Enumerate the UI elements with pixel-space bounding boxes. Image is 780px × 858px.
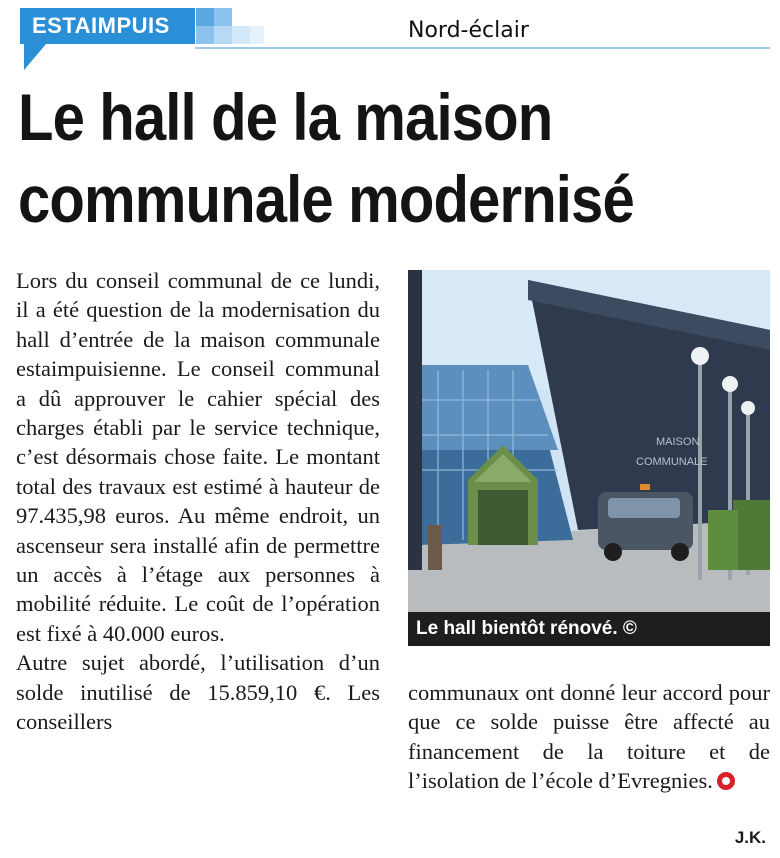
building-sign-line-2: COMMUNALE	[636, 456, 708, 468]
headline-line-2: communale modernisé	[18, 162, 634, 236]
article-paragraph-1: Lors du conseil communal de ce lundi, il a été question de la modernisation du hall d’entrée de la maison communale estaimpuisienne. Le conseil communal a dû approuver le cahier spécial des charges établi par le service technique, c’est désormais chose faite. Le montant total des travaux est estimé à hauteur de 97.435,98 euros. Au même endroit, un ascenseur sera installé afin de permettre un accès à l’étage aux personnes à mobilité réduite. Le coût de l’opération est fixé à 40.000 euros.	[16, 268, 380, 646]
decorative-square	[232, 26, 250, 44]
newspaper-source: Nord-éclair	[408, 18, 529, 43]
article-column-left	[16, 266, 380, 737]
article-column-right	[408, 678, 770, 796]
town-hall-photo	[408, 270, 770, 612]
author-signature: J.K.	[734, 828, 766, 847]
header-rule	[195, 47, 770, 49]
decorative-square	[196, 26, 214, 44]
article-headline	[18, 76, 687, 240]
building-sign-line-1: MAISON	[656, 436, 700, 448]
decorative-square	[250, 26, 264, 44]
section-kicker: ESTAIMPUIS	[20, 8, 195, 44]
article-photo	[408, 270, 770, 612]
photo-caption: Le hall bientôt rénové. ©	[408, 612, 770, 646]
article-paragraph-2-end	[408, 678, 770, 796]
decorative-square	[214, 26, 232, 44]
decorative-square	[196, 8, 214, 26]
article-end-mark-icon	[717, 772, 735, 790]
article-paragraph-2-end-text: communaux ont donné leur accord pour que ce solde puisse être affecté au financement de la toiture et de l’isolation de l’école d’Evregnies.	[408, 680, 770, 794]
section-kicker-tab	[24, 44, 46, 70]
headline-line-1: Le hall de la maison	[18, 80, 553, 154]
article-paragraph-2-start: Autre sujet abordé, l’utilisation d’un solde inutilisé de 15.859,10 €. Les conseillers	[16, 650, 380, 735]
decorative-square	[214, 8, 232, 26]
